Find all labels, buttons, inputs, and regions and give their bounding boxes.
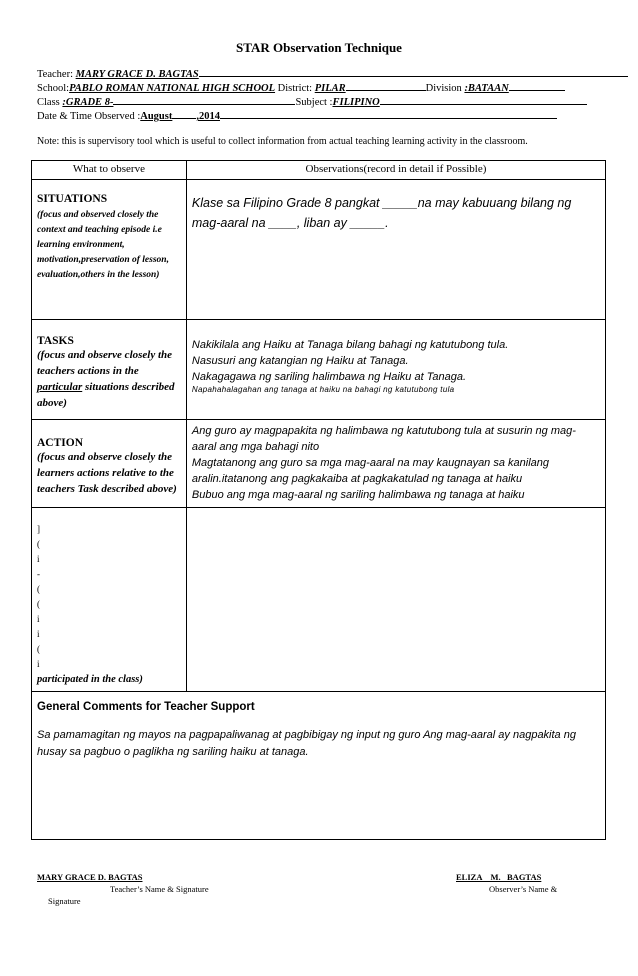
- observer-signature-name: ELIZA M. BAGTAS: [456, 872, 542, 882]
- results-glyph-3: -: [37, 569, 40, 579]
- date-value: August: [140, 111, 173, 122]
- tasks-obs-line2: Nasusuri ang katangian ng Haiku at Tanaga.: [191, 355, 409, 367]
- comments-cell: [32, 692, 606, 840]
- date-label: Date & Time Observed :: [37, 111, 141, 122]
- action-obs-line3: Bubuo ang mga mag-aaral ng sariling halimbawa ng tanaga at haiku: [191, 489, 525, 501]
- tasks-obs-line4: Napahahalagahan ang tanaga at haiku na bahagi ng katutubong tula: [191, 385, 455, 394]
- subject-rule: [380, 94, 587, 105]
- action-obs-line2: Magtatanong ang guro sa mga mag-aaral na may kaugnayan sa kanilang aralin.itatanong ang pagkakaiba at pagkakatulad ng tanaga at haiku: [191, 457, 550, 485]
- situations-cell: [32, 180, 187, 320]
- division-label: Division: [425, 83, 465, 94]
- results-glyph-9: i: [37, 659, 40, 669]
- situations-heading: SITUATIONS: [37, 193, 108, 205]
- results-glyph-2: i: [37, 554, 40, 564]
- results-glyph-1: (: [37, 539, 40, 549]
- tasks-desc-post: situations described above): [37, 381, 175, 409]
- table-header-row: [32, 161, 606, 180]
- tasks-obs-line1: Nakikilala ang Haiku at Tanaga bilang bahagi ng katutubong tula.: [191, 339, 509, 351]
- col-header-observations: Observations(record in detail if Possible): [186, 161, 605, 180]
- results-last-line: participated in the class): [37, 674, 143, 685]
- class-label: Class: [37, 97, 63, 108]
- date-gap: [172, 108, 196, 119]
- district-rule: [346, 80, 426, 91]
- results-glyph-4: (: [37, 584, 40, 594]
- results-glyph-7: i: [37, 629, 40, 639]
- teacher-rule: [199, 66, 628, 77]
- tasks-heading: TASKS: [37, 335, 74, 347]
- results-cell: [32, 508, 187, 692]
- teacher-signature-name: MARY GRACE D. BAGTAS: [37, 872, 143, 882]
- results-row: [32, 508, 606, 692]
- action-heading: ACTION: [37, 437, 84, 449]
- situations-row: [32, 180, 606, 320]
- observation-table: [31, 160, 606, 840]
- teacher-signature-caption: Teacher’s Name & Signature: [110, 884, 209, 894]
- teacher-label: Teacher:: [37, 69, 76, 80]
- results-glyph-6: i: [37, 614, 40, 624]
- tasks-cell: [32, 320, 187, 420]
- teacher-line: [37, 66, 628, 80]
- results-glyph-8: (: [37, 644, 40, 654]
- observer-signature-caption-2: Signature: [48, 896, 81, 906]
- observer-signature-caption: Observer’s Name &: [489, 884, 558, 894]
- school-line: [37, 80, 565, 94]
- page-title: STAR Observation Technique: [236, 40, 402, 55]
- action-row: [32, 420, 606, 508]
- school-label: School:: [37, 83, 70, 94]
- date-line: [37, 108, 557, 122]
- results-glyph-0: ]: [37, 524, 40, 534]
- tasks-desc: [37, 347, 181, 411]
- division-value: :BATAAN: [464, 83, 509, 94]
- results-glyph-5: (: [37, 599, 40, 609]
- district-value: PILAR: [314, 83, 346, 94]
- comments-body: Sa pamamagitan ng mayos na pagpapaliwanag at pagbibigay ng input ng guro Ang mag-aaral ay nagpakita ng husay sa pagbuo o paglikha ng sariling haiku at tanaga.: [37, 729, 576, 758]
- tasks-desc-pre: (focus and observe closely the teachers actions in the: [37, 349, 173, 377]
- district-label: District:: [275, 83, 315, 94]
- situations-observation: Klase sa Filipino Grade 8 pangkat _____na may kabuuang bilang ng mag-aaral na ____, liban ay _____.: [191, 196, 572, 230]
- class-value: :GRADE 8-: [62, 97, 114, 108]
- action-obs-line1: Ang guro ay magpapakita ng halimbawa ng katutubong tula at susurin ng mag- aaral ang mga bahagi nito: [191, 425, 576, 453]
- tasks-observation-cell: [186, 320, 605, 420]
- comments-row: [32, 692, 606, 840]
- date-year: ,2014: [196, 111, 220, 122]
- tasks-obs-line3: Nakagagawa ng sariling halimbawa ng Haiku at Tanaga.: [191, 371, 467, 383]
- note-text: Note: this is supervisory tool which is useful to collect information from actual teaching learning activity in the classroom.: [37, 136, 528, 147]
- subject-label: Subject :: [295, 97, 333, 108]
- teacher-value: MARY GRACE D. BAGTAS: [75, 69, 199, 80]
- action-observation-cell: [186, 420, 605, 508]
- tasks-desc-underlined: particular: [37, 381, 83, 393]
- division-rule: [509, 80, 565, 91]
- action-desc: (focus and observe closely the learners actions relative to the teachers Task described above): [37, 451, 177, 495]
- class-rule: [113, 94, 295, 105]
- results-observation-cell: [186, 508, 605, 692]
- class-line: [37, 94, 587, 108]
- situations-observation-cell: [186, 180, 605, 320]
- col-header-what: What to observe: [32, 161, 187, 180]
- tasks-row: [32, 320, 606, 420]
- school-value: PABLO ROMAN NATIONAL HIGH SCHOOL: [69, 83, 276, 94]
- situations-desc: (focus and observed closely the context and teaching episode i.e learning environment, motivation,preservation of lesson, evaluation,others in the lesson): [37, 210, 169, 280]
- action-cell: [32, 420, 187, 508]
- date-rule: [220, 108, 557, 119]
- comments-heading: General Comments for Teacher Support: [37, 701, 255, 713]
- subject-value: FILIPINO: [332, 97, 380, 108]
